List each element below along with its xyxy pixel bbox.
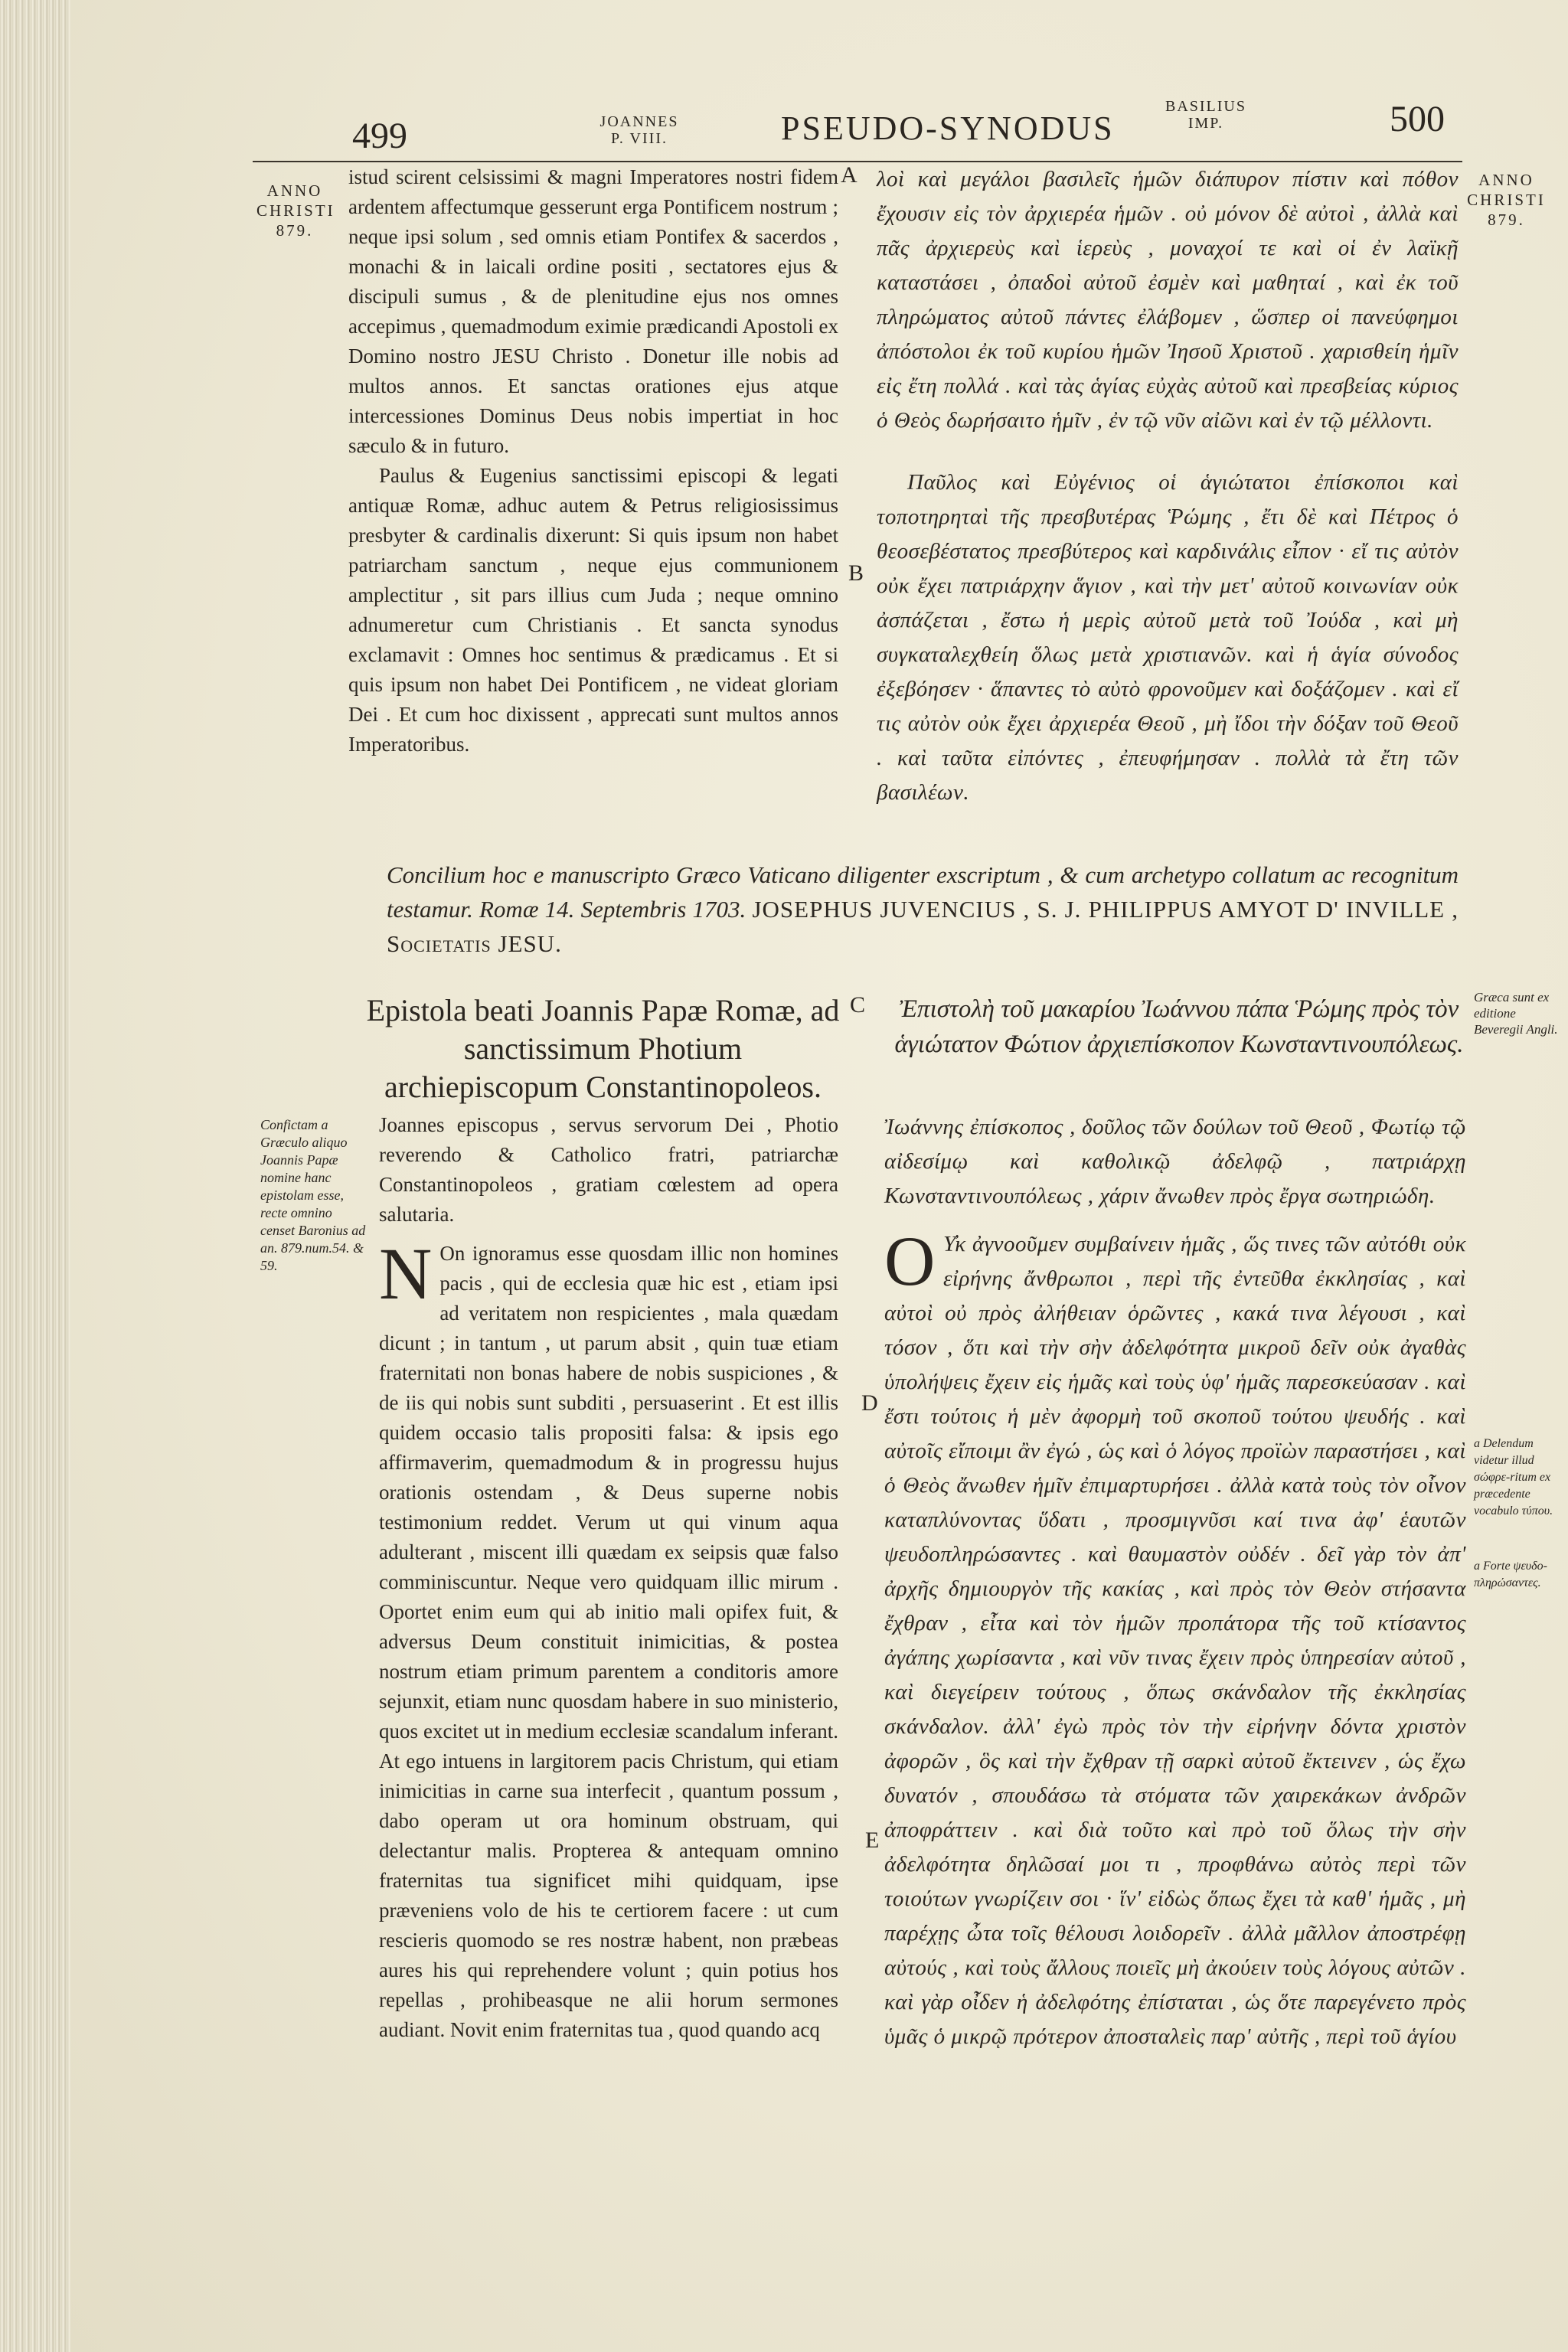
- running-head-right-line1: BASILIUS: [1165, 98, 1246, 115]
- page-edge: [0, 0, 70, 2352]
- section-letter-b: B: [848, 560, 864, 586]
- running-head-right-line2: IMP.: [1187, 115, 1224, 132]
- running-title: PSEUDO-SYNODUS: [781, 109, 1115, 147]
- latin-salutation: Joannes episcopus , servus servorum Dei , Photio reverendo & Catholico fratri, patriarchæ Constantinopoleos , gratiam cœlestem ad opera salutaria.: [379, 1113, 838, 1226]
- epistola-heading-greek: Ἐπιστολὴ τοῦ μακαρίου Ἰωάννου πάπα Ῥώμης πρὸς τὸν ἁγιώτατον Φώτιον ἀρχιεπίσκοπον Κωνσταντινουπόλεως.: [894, 995, 1464, 1058]
- margin-note-baronius: Confictam a Græculo aliquo Joannis Papæ nomine hanc epistolam esse, recte omnino censet Baronius ad an. 879.num.54. & 59.: [260, 1117, 366, 1273]
- anno-left-line2: CHRISTI: [256, 201, 335, 220]
- latin-paragraph-2: Paulus & Eugenius sanctissimi episcopi & legati antiquæ Romæ, adhuc autem & Petrus religiosissimus presbyter & cardinalis dixerunt: Si quis ipsum non habet patriarcham sanctum , neque ejus communionem amplectitur , sit pars illius cum Juda ; neque omnino adnumeretur cum Christianis . Et sancta synodus exclamavit : Omnes hoc sentimus & prædicamus . Et si quis ipsum non habet Dei Pontificem , ne videat gloriam Dei . Et cum hoc dixissent , apprecati sunt multos annos Imperatoribus.: [348, 464, 838, 756]
- running-head-left: [582, 113, 697, 147]
- margin-note-greek-source: Græca sunt ex editione Beveregii Angli.: [1474, 990, 1558, 1037]
- section-letter-e: E: [865, 1828, 880, 1853]
- greek-paragraph-1: λοὶ καὶ μεγάλοι βασιλεῖς ἡμῶν διάπυρον πίστιν καὶ πόθον ἔχουσιν εἰς τὸν ἀρχιερέα ἡμῶν . οὐ μόνον δὲ αὐτοὶ , ἀλλὰ καὶ πᾶς ἀρχιερεὺς καὶ ἱερεὺς , μοναχοί τε καὶ οἱ ἐν λαϊκῇ καταστάσει , ὀπαδοὶ αὐτοῦ ἐσμὲν καὶ μαθηταί , καὶ ἐκ τοῦ πληρώματος αὐτοῦ πάντες ἐλάβομεν , ὥσπερ οἱ πανεύφημοι ἀπόστολοι ἐκ τοῦ κυρίου ἡμῶν Ἰησοῦ Χριστοῦ . χαρισθείη ἡμῖν εἰς ἔτη πολλά . καὶ τὰς ἁγίας εὐχὰς αὐτοῦ καὶ πρεσβείας κύριος ὁ Θεὸς δωρήσαιτο ἡμῖν , ἐν τῷ νῦν αἰῶνι καὶ ἐν τῷ μέλλοντι.: [877, 167, 1459, 433]
- latin-paragraph-1: istud scirent celsissimi & magni Imperatores nostri fidem ardentem affectumque gesserunt erga Pontificem nostrum ; neque ipsi solum , sed omnis etiam Pontifex & sacerdos , monachi & in laicali ordine positi , sectatores ejus & discipuli sumus , & de plenitudine ejus nos omnes accepimus , quemadmodum eximie prædicandi Apostoli ex Domino nostro JESU Christo . Donetur ille nobis ad multos annos. Et sanctas orationes ejus atque intercessiones Dominus Deus nobis impertiat in hoc sæculo & in futuro.: [348, 165, 838, 457]
- anno-christi-left: [256, 181, 333, 240]
- greek-dropcap: O: [884, 1222, 936, 1300]
- section-letter-d: D: [861, 1390, 878, 1416]
- epistola-heading-latin: Epistola beati Joannis Papæ Romæ, ad sanctissimum Photium archiepiscopum Constantinopoleos.: [366, 993, 840, 1104]
- latin-letter-body: [379, 1233, 838, 2045]
- running-head-right: [1152, 98, 1259, 132]
- anno-left-line3: 879.: [276, 221, 314, 240]
- anno-right-line2: CHRISTI: [1467, 191, 1546, 209]
- running-head-left-line2: P. VIII.: [611, 130, 668, 147]
- greek-column-top: [877, 162, 1459, 810]
- margin-note-forte: a Forte ψευδο-πληρώσαντες.: [1474, 1560, 1547, 1589]
- page-number-right: 500: [1390, 99, 1445, 139]
- anno-christi-right: [1466, 170, 1547, 230]
- latin-dropcap: N: [379, 1233, 433, 1315]
- attestation-text: Concilium hoc e manuscripto Græco Vaticano diligenter exscriptum , & cum archetypo collatum ac recognitum testamur. Romæ 14. Septembris 1703.: [387, 861, 1459, 923]
- greek-letter-text: Υ̓κ ἀγνοοῦμεν συμβαίνειν ἡμᾶς , ὥς τινες τῶν αὐτόθι οὐκ εἰρήνης ἄνθρωποι , περὶ τῆς ἐντεῦθα ἐκκλησίας , καὶ αὐτοὶ οὐ πρὸς ἀλήθειαν ὁρῶντες , κακά τινα λέγουσι , καὶ τόσον , ὅτι καὶ τὴν σὴν ἀδελφότητα μικροῦ δεῖν οὐκ ἀγαθὰς ὑπολήψεις ἔχειν εἰς ἡμᾶς καὶ τοὺς ὑφ' ἡμᾶς παρεσκεύασαν . καὶ ἔστι τούτοις ἡ μὲν ἀφορμὴ τοῦ σκοποῦ τούτου ψευδής . καὶ αὐτοῖς εἴποιμι ἂν ἐγώ , ὡς καὶ ὁ λόγος προϊὼν παραστήσει , καὶ ὁ Θεὸς ἄνωθεν ἡμῖν ἐπιμαρτυρήσει . ἀλλὰ κατὰ τοὺς τὸν οἶνον καταπλύνοντας ὕδατι , προσμιγνῦσι καί τινα ἀφ' ἑαυτῶν ψευδοπληρώσαντες . καὶ θαυμαστὸν οὐδέν . δεῖ γὰρ τὸν ἀπ' ἀρχῆς δημιουργὸν τῆς κακίας , καὶ πρὸς τὸν Θεὸν στήσαντα ἔχθραν , εἶτα καὶ τὸν ἡμῶν προπάτορα τῆς τοῦ κτίσαντος ἀγάπης χωρίσαντα , καὶ νῦν τινας ἔχειν πρὸς ὑπηρεσίαν αὐτοῦ , καὶ διεγείρειν τούτους , ὅπως σκάνδαλον τῆς ἐκκλησίας σκάνδαλον. ἀλλ' ἐγὼ πρὸς τὸν τὴν εἰρήνην δόντα χριστὸν ἀφορῶν , ὃς καὶ τὴν ἔχθραν τῇ σαρκὶ αὐτοῦ ἔκτεινεν , ὡς ἔχω δυνατόν , σπουδάσω τὰ στόματα τῶν χαιρεκάκων ἀνδρῶν ἀποφράττειν . καὶ διὰ τοῦτο καὶ πρὸ τοῦ ὅλως τὴν σὴν ἀδελφότητα δηλῶσαί μοι τι , προφθάνω αὐτὸς περὶ τῶν τοιούτων γνωρίζειν σοι · ἵν' εἰδὼς ὅπως ἔχει τὰ καθ' ἡμᾶς , μὴ παρέχῃς ὦτα τοῖς θέλουσι λοιδορεῖν . ἀλλὰ μᾶλλον ἀποστρέφῃ αὐτούς , καὶ τοὺς ἄλλους ποιεῖς μὴ ἀκούειν τοὺς λόγους αὐτῶν . καὶ γὰρ οἶδεν ἡ ἀδελφότης ἐπίσταται , ὡς ὅτε παρεγένετο πρὸς ὑμᾶς ὁ μικρῷ πρότερον ἀποσταλεὶς παρ' αὐτῆς , περὶ τοῦ ἁγίου: [884, 1232, 1466, 2049]
- section-letter-a: A: [841, 162, 858, 188]
- greek-salutation: Ἰωάννης ἐπίσκοπος , δοῦλος τῶν δούλων τοῦ Θεοῦ , Φωτίῳ τῷ αἰδεσίμῳ καὶ καθολικῷ ἀδελφῷ , πατριάρχῃ Κωνσταντινουπόλεως , χάριν ἄνωθεν πρὸς ἔργα σωτηριώδη.: [884, 1115, 1466, 1208]
- running-head-left-line1: JOANNES: [599, 113, 679, 130]
- latin-column-top: [348, 162, 838, 760]
- greek-paragraph-2: Παῦλος καὶ Εὐγένιος οἱ ἁγιώτατοι ἐπίσκοποι καὶ τοποτηρηταὶ τῆς πρεσβυτέρας Ῥώμης , ἔτι δὲ καὶ Πέτρος ὁ θεοσεβέστατος πρεσβύτερος καὶ καρδινάλις εἶπον · εἴ τις αὐτὸν οὐκ ἔχει πατριάρχην ἅγιον , καὶ τὴν μετ' αὐτοῦ κοινωνίαν οὐκ ἀσπάζεται , ἔστω ἡ μερὶς αὐτοῦ μετὰ τοῦ Ἰούδα , καὶ μὴ συγκαταλεχθείη ὅλως μετὰ χριστιανῶν. καὶ ἡ ἁγία σύνοδος ἐξεβόησεν · ἅπαντες τὸ αὐτὸ φρονοῦμεν καὶ δοξάζομεν . καὶ εἴ τις αὐτὸν οὐκ ἔχει ἀρχιερέα Θεοῦ , μὴ ἴδοι τὴν δόξαν τοῦ Θεοῦ . καὶ ταῦτα εἰπόντες , ἐπευφήμησαν . πολλὰ τὰ ἔτη τῶν βασιλέων.: [877, 470, 1459, 805]
- anno-right-line1: ANNO: [1478, 171, 1534, 189]
- greek-letter-body: [884, 1222, 1466, 2054]
- attestation-names: JOSEPHUS JUVENCIUS , S. J. PHILIPPUS AMYOT D' INVILLE , Societatis JESU.: [387, 896, 1459, 957]
- latin-letter-text: On ignoramus esse quosdam illic non homines pacis , qui de ecclesia quæ hic est , etiam ipsi ad veritatem non respicientes , mala quædam dicunt ; in tantum , ut parum absit , quin tuæ etiam fraternitati non bonas habere de nobis suspiciones , & de iis qui nobis sunt subditi , persuaserint . Et est illis quidem occasio talis propositi falsa: & ipsis ego affirmaverim, quemadmodum & in progressu hujus orationis ostendam , & Deus superne nobis testimonium reddet. Verum ut qui vinum aqua adulterant , miscent illi quædam ex seipsis quæ falso comminiscuntur. Neque vero quidquam illic mirum . Oportet enim eum qui ab initio mali opifex fuit, & adversus Deum constituit inimicitias, & postea nostrum etiam primum parentem a conditoris amore sejunxit, etiam nunc quosdam habere in suo ministerio, quos excitet ut in medium ecclesiæ scandalum inferant. At ego intuens in largitorem pacis Christum, qui etiam inimicitias in carne sua interfecit , quantum possum , dabo operam ut ora hominum obstruam, qui delectantur malis. Propterea & antequam omnino fraternitas tua significet mihi quidquam, ipse præveniens volo de his te certiorem facere : ut cum rescieris quomodo se res nostræ habent, non præbeas aures his qui reprehendere volunt ; quin potius hos repellas , prohibeasque ne alii horum sermones audiant. Novit enim fraternitas tua , quod quando acq: [379, 1242, 838, 2041]
- section-letter-c: C: [850, 992, 866, 1018]
- latin-column-bottom: [379, 1110, 838, 2045]
- attestation: [387, 858, 1459, 961]
- greek-column-bottom: [884, 1110, 1466, 2054]
- margin-note-delendum: a Delendum videtur illud σώφρε-ritum ex præcedente vocabulo τύπου.: [1474, 1437, 1553, 1517]
- anno-right-line3: 879.: [1488, 211, 1525, 229]
- anno-left-line1: ANNO: [266, 181, 323, 200]
- page-number-left: 499: [352, 116, 407, 156]
